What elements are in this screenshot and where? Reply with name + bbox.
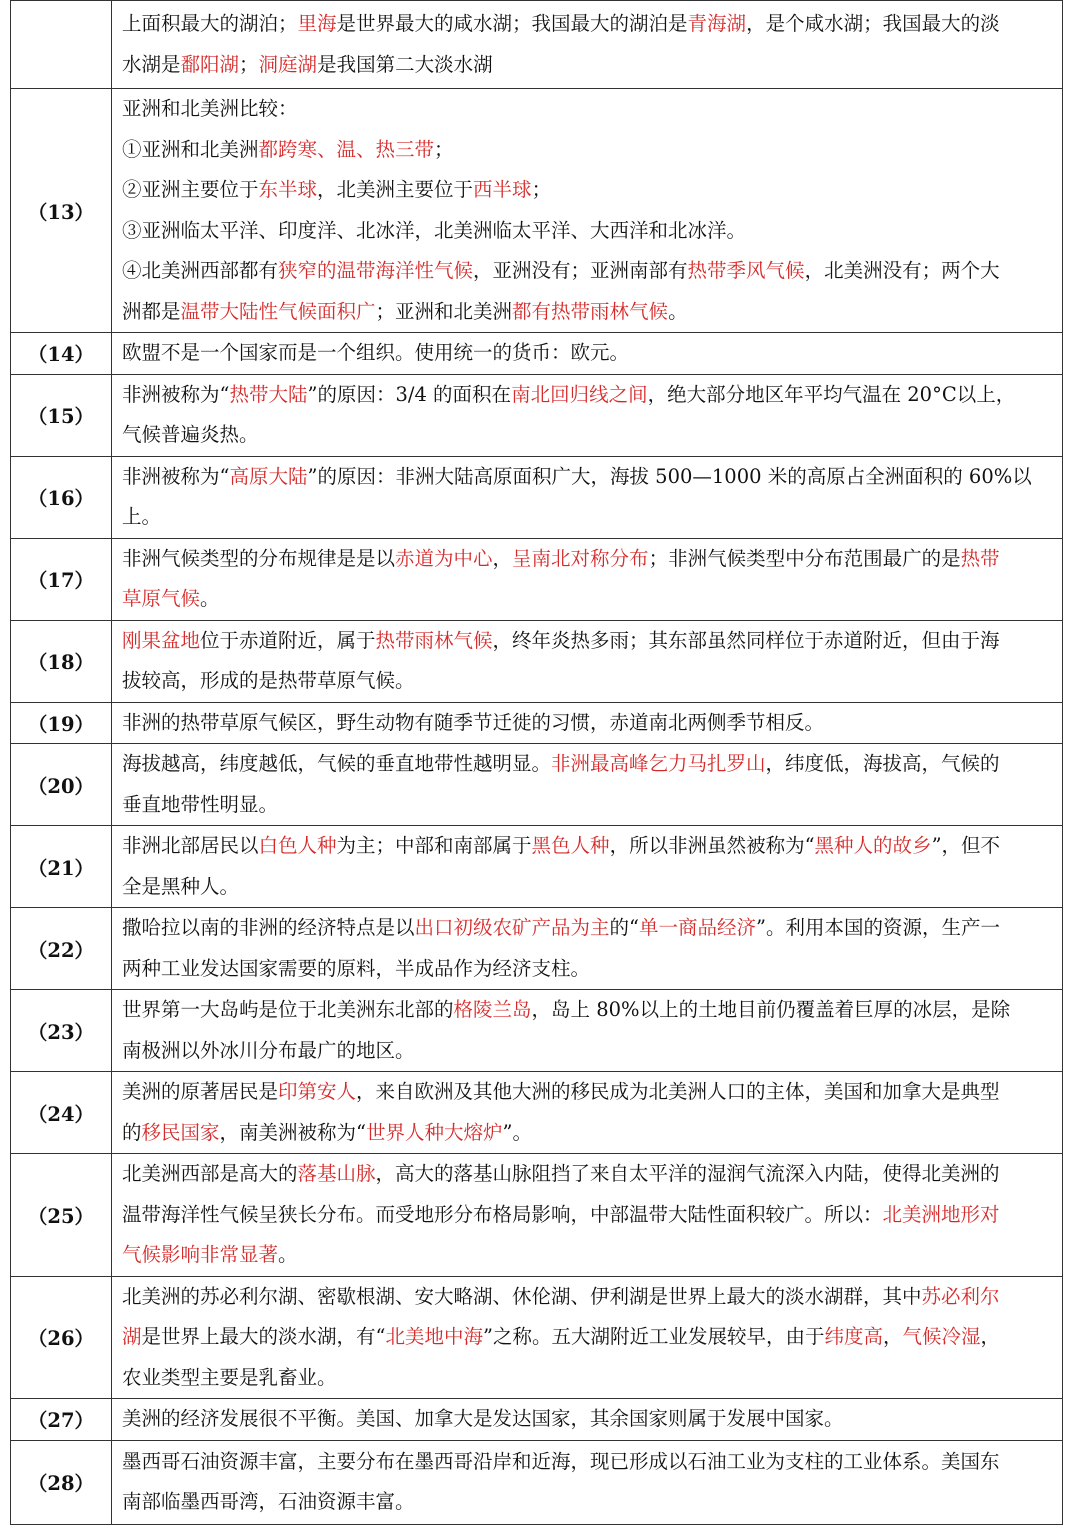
item-text: [112, 826, 1063, 908]
item-text: [112, 538, 1063, 620]
text-line: [122, 292, 1052, 333]
text-line: [122, 744, 1052, 785]
item-text: [112, 1276, 1063, 1399]
text-segment: 非洲气候类型的分布规律是是以: [122, 546, 396, 570]
text-line: [122, 130, 1052, 171]
text-segment: 上。: [122, 505, 162, 528]
text-segment: 的: [122, 1120, 142, 1144]
item-number: [11, 1, 112, 89]
table-row: [11, 1399, 1063, 1441]
item-text: [112, 908, 1063, 990]
item-number: （22）: [11, 908, 112, 990]
highlighted-term: 里海: [297, 12, 337, 35]
text-line: [122, 661, 1052, 702]
text-segment: 是世界上最大的淡水湖，有“: [141, 1325, 386, 1348]
text-segment: 农业类型主要是乳畜业。: [122, 1365, 337, 1389]
item-number: （18）: [11, 620, 112, 702]
text-segment: 上面积最大的湖泊；: [122, 12, 298, 35]
text-segment: ，北美洲没有；两个大: [804, 259, 1000, 282]
text-segment: ，北美洲主要位于: [317, 178, 474, 201]
highlighted-term: 都有热带雨林气候: [512, 299, 669, 323]
text-segment: 拔较高，形成的是热带草原气候。: [122, 669, 415, 692]
highlighted-term: 热带季风气候: [687, 259, 805, 282]
highlighted-term: 纬度高: [824, 1325, 884, 1348]
highlighted-term: 格陵兰岛: [453, 998, 532, 1021]
highlighted-term: 北美地中海: [385, 1325, 484, 1348]
highlighted-term: 落基山脉: [297, 1162, 376, 1185]
highlighted-term: 青海湖: [687, 12, 747, 35]
text-line: [122, 89, 1052, 130]
highlighted-term: 温带大陆性气候面积广: [180, 299, 376, 323]
item-text: [112, 1, 1063, 89]
text-line: [122, 415, 1052, 456]
item-number: （13）: [11, 89, 112, 333]
text-segment: ，: [980, 1325, 1001, 1348]
text-segment: ③亚洲临太平洋、印度洋、北冰洋，北美洲临太平洋、大西洋和北冰洋。: [122, 218, 747, 242]
text-segment: 两种工业发达国家需要的原料，半成品作为经济支柱。: [122, 956, 591, 980]
highlighted-term: 黑种人的故乡: [814, 834, 932, 857]
text-line: [122, 211, 1052, 252]
text-line: [122, 1072, 1052, 1113]
text-segment: ，亚洲没有；亚洲南部有: [473, 259, 688, 282]
text-segment: ”的原因：3/4 的面积在: [307, 382, 512, 406]
text-line: [122, 949, 1052, 990]
text-segment: 为主；中部和南部属于: [336, 834, 532, 857]
text-segment: 北美洲的苏必利尔湖、密歇根湖、安大略湖、休伦湖、伊利湖是世界上最大的淡水湖群，其中: [122, 1284, 922, 1308]
text-segment: 。: [200, 587, 220, 610]
table-row: [11, 826, 1063, 908]
table-row: [11, 1072, 1063, 1154]
text-line: [122, 539, 1052, 580]
text-line: [122, 45, 1052, 86]
text-line: [122, 375, 1052, 416]
highlighted-term: 呈南北对称分布: [512, 546, 649, 570]
highlighted-term: 世界人种大熔炉: [366, 1120, 503, 1144]
text-line: [122, 497, 1052, 538]
highlighted-term: 北美洲地形对: [882, 1202, 1000, 1226]
text-segment: 南部临墨西哥湾，石油资源丰富。: [122, 1490, 415, 1513]
text-segment: ，: [883, 1325, 903, 1348]
table-row: [11, 374, 1063, 456]
notes-sheet: [10, 0, 1062, 1525]
item-text: [112, 333, 1063, 375]
text-line: [122, 170, 1052, 211]
text-segment: ”。利用本国的资源，生产一: [756, 916, 1001, 939]
highlighted-term: 高原大陆: [229, 464, 308, 488]
item-text: [112, 744, 1063, 826]
text-segment: ，终年炎热多雨；其东部虽然同样位于赤道附近，但由于海: [492, 628, 1000, 652]
table-row: [11, 990, 1063, 1072]
text-segment: ；: [239, 52, 259, 76]
item-number: （15）: [11, 374, 112, 456]
text-segment: ，: [492, 546, 513, 570]
text-segment: ，是个咸水湖；我国最大的淡: [746, 12, 1000, 35]
text-segment: ②亚洲主要位于: [122, 178, 259, 201]
text-segment: ，绝大部分地区年平均气温在 20°C以上，: [647, 382, 1016, 406]
text-segment: 。: [668, 299, 688, 323]
item-number: （27）: [11, 1399, 112, 1441]
text-line: [122, 867, 1052, 908]
table-row: [11, 538, 1063, 620]
table-row: [11, 1276, 1063, 1399]
text-segment: 美洲的经济发展很不平衡。美国、加拿大是发达国家，其余国家则属于发展中国家。: [122, 1407, 844, 1430]
text-line: [122, 1358, 1052, 1399]
item-number: （28）: [11, 1440, 112, 1524]
text-segment: ；非洲气候类型中分布范围最广的是: [648, 546, 961, 570]
text-segment: 全是黑种人。: [122, 874, 240, 898]
text-segment: 位于赤道附近，属于: [200, 628, 376, 652]
text-line: [122, 333, 1052, 374]
highlighted-term: 白色人种: [258, 834, 337, 857]
text-segment: 南极洲以外冰川分布最广的地区。: [122, 1038, 415, 1062]
text-segment: ①亚洲和北美洲: [122, 137, 259, 161]
item-text: [112, 1399, 1063, 1441]
item-text: [112, 620, 1063, 702]
text-segment: ，来自欧洲及其他大洲的移民成为北美洲人口的主体，美国和加拿大是典型: [356, 1080, 1000, 1103]
item-number: （25）: [11, 1154, 112, 1277]
table-row: [11, 1, 1063, 89]
notes-table-body: [11, 1, 1063, 1525]
text-segment: ，高大的落基山脉阻挡了来自太平洋的湿润气流深入内陆，使得北美洲的: [375, 1162, 1000, 1185]
text-segment: 非洲北部居民以: [122, 834, 259, 857]
highlighted-term: 黑色人种: [531, 834, 610, 857]
text-line: [122, 1195, 1052, 1236]
text-line: [122, 251, 1052, 292]
highlighted-term: 热带大陆: [229, 382, 308, 406]
table-row: [11, 744, 1063, 826]
text-line: [122, 1442, 1052, 1483]
highlighted-term: 狭窄的温带海洋性气候: [278, 259, 474, 282]
highlighted-term: 出口初级农矿产品为主: [414, 916, 610, 939]
text-segment: 欧盟不是一个国家而是一个组织。使用统一的货币：欧元。: [122, 341, 630, 364]
highlighted-term: 印第安人: [278, 1080, 357, 1103]
item-number: （23）: [11, 990, 112, 1072]
text-segment: ；亚洲和北美洲: [375, 299, 513, 323]
item-text: [112, 89, 1063, 333]
text-segment: ”。: [502, 1120, 533, 1144]
text-segment: 气候普遍炎热。: [122, 423, 259, 446]
highlighted-term: 刚果盆地: [122, 628, 201, 652]
highlighted-term: 气候影响非常显著: [122, 1243, 279, 1266]
text-segment: ”之称。五大湖附近工业发展较早，由于: [483, 1325, 825, 1348]
highlighted-term: 非洲最高峰乞力马扎罗山: [551, 752, 766, 775]
text-segment: 非洲的热带草原气候区，野生动物有随季节迁徙的习惯，赤道南北两侧季节相反。: [122, 710, 825, 734]
item-number: （19）: [11, 702, 112, 744]
item-text: [112, 1154, 1063, 1277]
highlighted-term: 苏必利尔: [921, 1284, 1000, 1308]
item-number: （14）: [11, 333, 112, 375]
text-segment: 垂直地带性明显。: [122, 792, 279, 816]
text-segment: ，南美洲被称为“: [219, 1120, 367, 1144]
item-text: [112, 1072, 1063, 1154]
item-number: （21）: [11, 826, 112, 908]
text-segment: 温带海洋性气候呈狭长分布。而受地形分布格局影响，中部温带大陆性面积较广。所以：: [122, 1202, 883, 1226]
text-line: [122, 1482, 1052, 1523]
text-line: [122, 4, 1052, 45]
text-line: [122, 908, 1052, 949]
text-segment: 洲都是: [122, 299, 181, 323]
item-text: [112, 374, 1063, 456]
text-line: [122, 703, 1052, 744]
text-line: [122, 1277, 1052, 1318]
table-row: [11, 1154, 1063, 1277]
text-segment: 撒哈拉以南的非洲的经济特点是以: [122, 916, 415, 939]
text-segment: 。: [278, 1243, 298, 1266]
table-row: [11, 456, 1063, 538]
table-row: [11, 333, 1063, 375]
text-line: [122, 1399, 1052, 1440]
highlighted-term: 南北回归线之间: [511, 382, 648, 406]
highlighted-term: 洞庭湖: [258, 52, 318, 76]
highlighted-term: 都跨寒、温、热三带: [258, 137, 435, 161]
text-segment: ”的原因：非洲大陆高原面积广大，海拔 500—1000 米的高原占全洲面积的 60%以: [307, 464, 1032, 488]
table-row: [11, 620, 1063, 702]
highlighted-term: 热带: [960, 546, 1000, 570]
highlighted-term: 鄱阳湖: [180, 52, 240, 76]
text-segment: ，纬度低，海拔高，气候的: [765, 752, 1000, 775]
item-number: （26）: [11, 1276, 112, 1399]
highlighted-term: 赤道为中心: [395, 546, 493, 570]
table-row: [11, 89, 1063, 333]
highlighted-term: 移民国家: [141, 1120, 220, 1144]
item-number: （17）: [11, 538, 112, 620]
text-line: [122, 785, 1052, 826]
text-line: [122, 1154, 1052, 1195]
text-segment: ”，但不: [931, 834, 1001, 857]
highlighted-term: 西半球: [473, 178, 532, 201]
highlighted-term: 东半球: [258, 178, 318, 201]
text-segment: 的“: [609, 916, 640, 939]
text-segment: 海拔越高，纬度越低，气候的垂直地带性越明显。: [122, 752, 552, 775]
table-row: [11, 1440, 1063, 1524]
text-segment: 是世界最大的咸水湖；我国最大的湖泊是: [336, 12, 688, 35]
text-line: [122, 1317, 1052, 1358]
highlighted-term: 草原气候: [122, 587, 201, 610]
text-segment: 是我国第二大淡水湖: [317, 52, 493, 76]
item-text: [112, 990, 1063, 1072]
text-segment: ；: [434, 137, 454, 161]
highlighted-term: 气候冷湿: [902, 1325, 981, 1348]
text-segment: 非洲被称为“: [122, 464, 230, 488]
text-segment: 墨西哥石油资源丰富，主要分布在墨西哥沿岸和近海，现已形成以石油工业为支柱的工业体系。美国东: [122, 1449, 1000, 1473]
item-number: （16）: [11, 456, 112, 538]
table-row: [11, 908, 1063, 990]
item-text: [112, 456, 1063, 538]
text-line: [122, 621, 1052, 662]
text-segment: 亚洲和北美洲比较：: [122, 97, 298, 120]
text-line: [122, 1235, 1052, 1276]
text-segment: 水湖是: [122, 52, 181, 76]
table-row: [11, 702, 1063, 744]
text-segment: 北美洲西部是高大的: [122, 1162, 298, 1185]
item-number: （20）: [11, 744, 112, 826]
text-segment: ；: [531, 178, 552, 201]
highlighted-term: 热带雨林气候: [375, 628, 493, 652]
text-segment: ④北美洲西部都有: [122, 259, 279, 282]
item-text: [112, 1440, 1063, 1524]
highlighted-term: 湖: [122, 1325, 142, 1348]
text-segment: 世界第一大岛屿是位于北美洲东北部的: [122, 998, 454, 1021]
text-segment: ，所以非洲虽然被称为“: [609, 834, 815, 857]
text-segment: ，岛上 80%以上的土地目前仍覆盖着巨厚的冰层，是除: [531, 998, 1011, 1021]
text-line: [122, 457, 1052, 498]
text-segment: 非洲被称为“: [122, 382, 230, 406]
highlighted-term: 单一商品经济: [639, 916, 757, 939]
notes-table: [10, 0, 1063, 1525]
text-segment: 美洲的原著居民是: [122, 1080, 279, 1103]
text-line: [122, 826, 1052, 867]
text-line: [122, 1113, 1052, 1154]
text-line: [122, 990, 1052, 1031]
text-line: [122, 579, 1052, 620]
item-number: （24）: [11, 1072, 112, 1154]
text-line: [122, 1031, 1052, 1072]
item-text: [112, 702, 1063, 744]
